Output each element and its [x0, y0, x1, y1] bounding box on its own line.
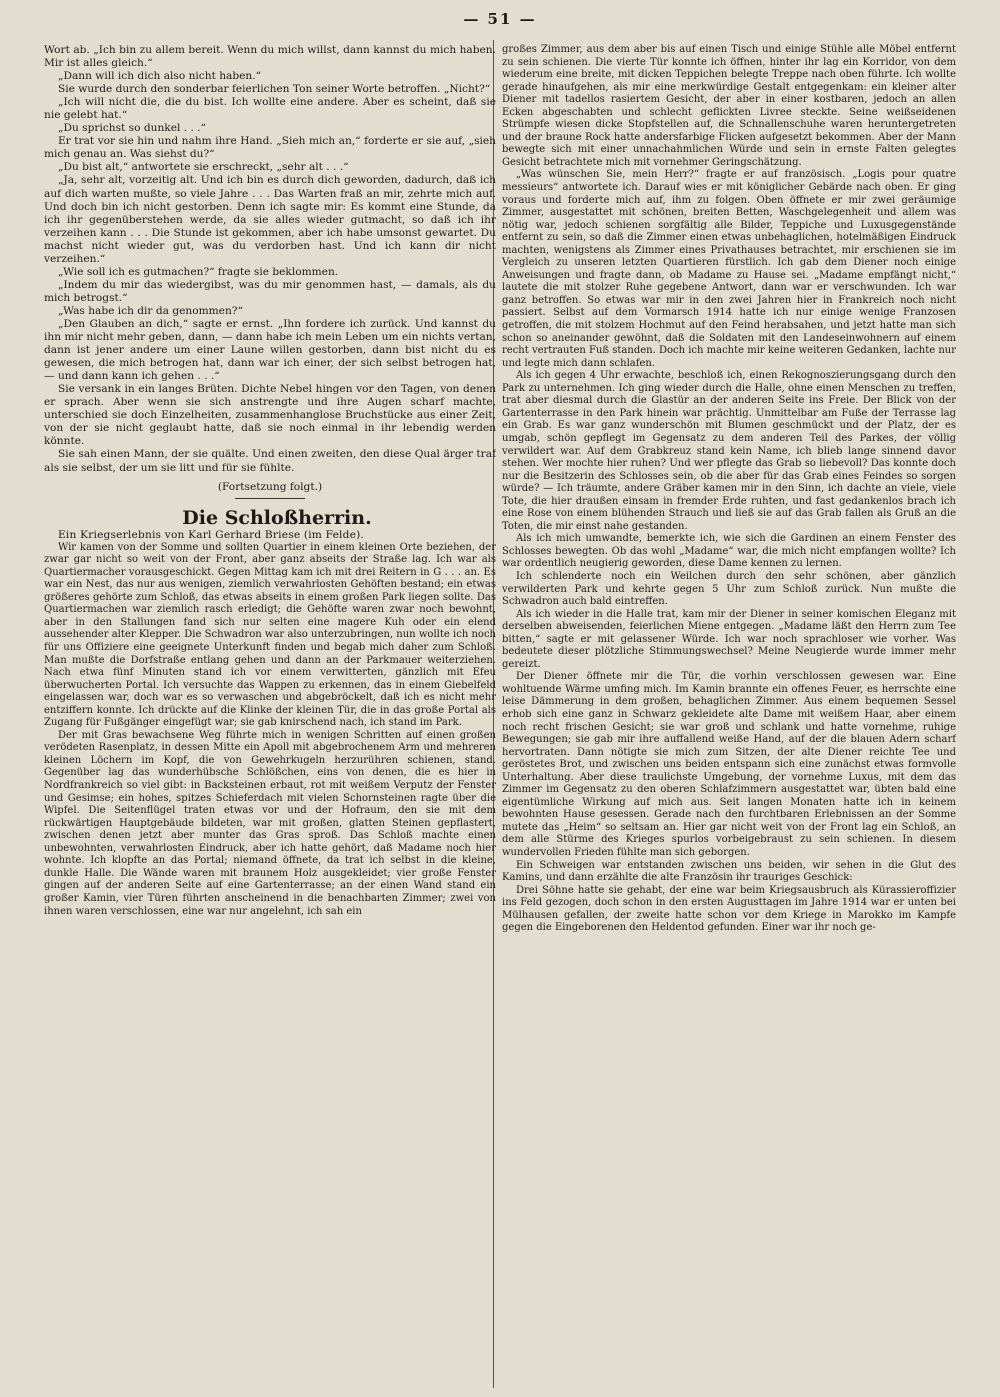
paragraph: Sie sah einen Mann, der sie quälte. Und einen zweiten, den diese Qual ärger traf als sie selbst, der um sie litt und für sie fühlte. [44, 448, 496, 474]
paragraph: Drei Söhne hatte sie gehabt, der eine war beim Kriegsausbruch als Kürassieroffizier ins Feld gezogen, doch schon in den ersten Augusttagen im Jahre 1914 war er unten bei Mülhausen gefallen, der zweite hatte schon vor dem Kriege in Marokko im Kampfe gegen die Eingeborenen den Heldentod gefunden. Einer war ihr noch ge- [502, 884, 956, 934]
left-column [44, 44, 496, 1389]
paragraph: „Wie soll ich es gutmachen?“ fragte sie beklommen. [58, 265, 339, 278]
paragraph: Er trat vor sie hin und nahm ihre Hand. „Sieh mich an,“ forderte er sie auf, „sieh mich genau an. Was siehst du?“ [44, 135, 496, 161]
paragraph: „Dann will ich dich also nicht haben.“ [58, 70, 261, 83]
paragraph: Wir kamen von der Somme und sollten Quartier in einem kleinen Orte beziehen, der zwar gar nicht so weit von der Front, aber ganz abseits der Straße lag. Ich war als Quartiermacher vorausgeschickt. Gegen Mittag kam ich mit drei Reitern in G . . . an. Es war ein Nest, das nur aus wenigen, ziemlich verwahrlosten Gehöften bestand; ein etwas größeres gehörte zum Schloß, das etwas abseits in einem großen Park liegen sollte. Das Quartiermachen war ziemlich rasch erledigt; die Gehöfte waren zwar noch bewohnt, aber in den Stallungen fand sich nur selten eine magere Kuh oder ein elend aussehender alter Klepper. Die Schwadron war also unterzubringen, nun wollte ich noch für uns Offiziere eine geeignete Unterkunft finden und begab mich daher zum Schloß. Man mußte die Dorfstraße entlang gehen und dann an der Parkmauer weiterziehen. Nach etwa fünf Minuten stand ich vor einem verwitterten, gänzlich mit Efeu überwucherten Portal. Ich versuchte das Wappen zu erkennen, das in einem Giebelfeld eingelassen war, doch war es so verwaschen und abgebröckelt, daß ich es nicht mehr entziffern konnte. Ich drückte auf die Klinke der kleinen Tür, die in das große Portal als Zugang für Fußgänger eingefügt war; sie gab knirschend nach, ich stand im Park. [44, 541, 496, 729]
paragraph: Der Diener öffnete mir die Tür, die vorhin verschlossen gewesen war. Eine wohltuende Wärme umfing mich. Im Kamin brannte ein offenes Feuer, es herrschte eine leise Dämmerung in dem großen, behaglichen Zimmer. Aus einem bequemen Sessel erhob sich eine ganz in Schwarz gekleidete alte Dame mit weißem Haar, aber einem noch recht frischen Gesicht; sie war groß und schlank und hatte vornehme, ruhige Bewegungen; sie gab mir ihre auffallend weiße Hand, auf der die blauen Adern scharf hervortraten. Dann nötigte sie mich zum Sitzen, der alte Diener reichte Tee und geröstetes Brot, und zwischen uns beiden entspann sich eine zunächst etwas formvolle Unterhaltung. Aber diese traulichste Umgebung, der vornehme Luxus, mit dem das Zimmer im Gegensatz zu den oberen Schlafzimmern ausgestattet war, übten bald eine eigentümliche Wirkung auf mich aus. Seit langen Monaten hatte ich in keinem bewohnten Hause gesessen. Gerade nach den furchtbaren Erlebnissen an der Somme mutete das „Heim“ so seltsam an. Hier gar nicht weit von der Front lag ein Schloß, an dem alle Stürme des Krieges spurlos vorbeigebraust zu sein schienen. In diesem wundervollen Frieden fühlte man sich geborgen. [502, 671, 956, 858]
story-byline: Ein Kriegserlebnis von Karl Gerhard Briese (im Felde). [58, 528, 364, 541]
paragraph: Als ich gegen 4 Uhr erwachte, beschloß ich, einen Rekognoszierungsgang durch den Park zu unternehmen. Ich ging wieder durch die Halle, ohne einen Menschen zu treffen, trat aber diesmal durch die Glastür an der anderen Seite ins Freie. Der Blick von der Gartenterrasse in den Park hinein war prächtig. Unmittelbar am Fuße der Terrasse lag ein Grab. Es war ganz wunderschön mit Blumen geschmückt und der Platz, der es umgab, schön gepflegt im Gegensatz zu dem anderen Teil des Parkes, der völlig verwildert war. Auf dem Grabkreuz stand kein Name, ich blieb lange sinnend davor stehen. Wer mochte hier ruhen? Und wer pflegte das Grab so liebevoll? Das konnte doch nur die Besitzerin des Schlosses sein, ob die aber für das Grab eines Feindes so sorgen würde? — Ich träumte, andere Gräber kamen mir in den Sinn, ich dachte an viele, viele Tote, die hier draußen einsam in fremder Erde ruhten, und fast gedankenlos brach ich eine Rose von einem blühenden Strauch und ließ sie auf das Grab fallen als Gruß an die Toten, die mir einst nahe gestanden. [502, 370, 956, 532]
right-column [502, 44, 956, 1389]
paragraph: Sie wurde durch den sonderbar feierlichen Ton seiner Worte betroffen. „Nicht?“ [58, 83, 491, 96]
serial-installment [44, 44, 496, 475]
page-number: — 51 — [463, 10, 537, 28]
story-title: Die Schloßherrin. [182, 506, 372, 529]
paragraph: „Ja, sehr alt, vorzeitig alt. Und ich bin es durch dich geworden, dadurch, daß ich auf dich warten mußte, so viele Jahre . . . Das Warten fraß an mir, zehrte mich auf. Und doch bin ich nicht gestorben. Denn ich sagte mir: Es kommt eine Stunde, da ich ihr gegenüberstehen werde, da sie alles wieder gutmacht, so daß ich ihr verzeihen kann . . . Die Stunde ist gekommen, aber ich habe umsonst gewartet. Du machst nicht wieder gut, was du verdorben hast. Und ich kann dir nicht verzeihen.“ [44, 174, 496, 265]
continuation-note: (Fortsetzung folgt.) [217, 480, 323, 493]
paragraph: „Ich will nicht die, die du bist. Ich wollte eine andere. Aber es scheint, daß sie nie gelebt hat.“ [44, 96, 496, 122]
paragraph: „Du sprichst so dunkel . . .“ [58, 122, 206, 135]
paragraph: Als ich wieder in die Halle trat, kam mir der Diener in seiner komischen Eleganz mit derselben abweisenden, feierlichen Miene entgegen. „Madame läßt den Herrn zum Tee bitten,“ sagte er mit gelassener Würde. Ich war noch sprachloser wie vorher. Was bedeutete dieser plötzliche Stimmungswechsel? Meine Neugierde wurde immer mehr gereizt. [502, 608, 956, 670]
story-body [44, 542, 496, 918]
paragraph: Der mit Gras bewachsene Weg führte mich in wenigen Schritten auf einen großen verödeten Rasenplatz, in dessen Mitte ein Apoll mit abgebrochenem Arm und mehreren kleinen Löchern im Kopf, die von Gewehrkugeln herzurühren schienen, stand. Gegenüber lag das wunderhübsche Schlößchen, eins von denen, die es hier in Nordfrankreich so viel gibt: in Backsteinen erbaut, rot mit weißem Verputz der Fenster und Gesimse; ein hohes, spitzes Schieferdach mit vielen Schornsteinen ragte über die Wipfel. Die Seitenflügel traten etwas vor und der Hofraum, den sie mit dem rückwärtigen Hauptgebäude bildeten, war mit großen, glatten Steinen gepflastert, zwischen denen jetzt aber munter das Gras sproß. Das Schloß machte einen unbewohnten, verwahrlosten Eindruck, aber ich hatte gehört, daß Madame noch hier wohnte. Ich klopfte an das Portal; niemand öffnete, da trat ich selbst in die kleine, dunkle Halle. Die Wände waren mit braunem Holz ausgekleidet; vier große Fenster gingen auf der anderen Seite auf eine Gartenterrasse; an der einen Wand stand ein großer Kamin, vier Türen führten anscheinend in die benachbarten Zimmer; zwei von ihnen waren verschlossen, eine war nur angelehnt, ich sah ein [44, 729, 496, 917]
paragraph: „Indem du mir das wiedergibst, was du mir genommen hast, — damals, als du mich betrogst.“ [44, 278, 496, 304]
paragraph: „Den Glauben an dich,“ sagte er ernst. „Ihn fordere ich zurück. Und kannst du ihn mir nicht mehr geben, dann, — dann habe ich mein Leben um ein nichts vertan, dann ist jener andere um einer Laune willen gestorben, dann bist nicht du es gewesen, die mich betrogen hat, dann war ich einer, der sich selbst betrogen hat, — und dann kann ich gehen . . .“ [44, 317, 496, 383]
paragraph: Ein Schweigen war entstanden zwischen uns beiden, wir sehen in die Glut des Kamins, und dann erzählte die alte Französin ihr trauriges Geschick: [502, 859, 956, 884]
paragraph: großes Zimmer, aus dem aber bis auf einen Tisch und einige Stühle alle Möbel entfernt zu sein schienen. Die vierte Tür konnte ich öffnen, hinter ihr lag ein Korridor, von dem wiederum eine breite, mit dicken Teppichen belegte Treppe nach oben führte. Ich wollte gerade hinaufgehen, als mir eine merkwürdige Gestalt entgegenkam: ein kleiner alter Diener mit tadellos rasiertem Gesicht, der aber in einer kostbaren, jedoch an allen Ecken abgeschabten und schlecht geflickten Livree steckte. Seine weißseidenen Strümpfe wiesen dicke Stopfstellen auf, die Schnallenschuhe waren heruntergetreten und der braune Rock hatte andersfarbige Flicken aufgesetzt bekommen. Aber der Mann bewegte sich mit einer unnachahmlichen Würde und sein in ernste Falten gelegtes Gesicht betrachtete mich mit vornehmer Geringschätzung. [502, 44, 956, 168]
paragraph: Ich schlenderte noch ein Weilchen durch den sehr schönen, aber gänzlich verwilderten Park und kehrte gegen 5 Uhr zum Schloß zurück. Nun mußte die Schwadron auch bald eintreffen. [502, 570, 956, 608]
paragraph: „Was habe ich dir da genommen?“ [58, 304, 243, 317]
paragraph: „Du bist alt,“ antwortete sie erschreckt, „sehr alt . . .“ [58, 161, 349, 174]
paragraph: Als ich mich umwandte, bemerkte ich, wie sich die Gardinen an einem Fenster des Schlosses bewegten. Ob das wohl „Madame“ war, die mich nicht empfangen wollte? Ich war ordentlich neugierig geworden, diese Dame kennen zu lernen. [502, 533, 956, 570]
paragraph: Sie versank in ein langes Brüten. Dichte Nebel hingen vor den Tagen, von denen er sprach. Aber wenn sie sich anstrengte und ihre Augen scharf machte, unterschied sie doch Einzelheiten, zusammenhanglose Bruchstücke aus einer Zeit, von der sie nicht geglaubt hatte, daß sie noch einmal in ihr lebendig werden könnte. [44, 383, 496, 448]
section-rule [235, 498, 305, 499]
paragraph: Wort ab. „Ich bin zu allem bereit. Wenn du mich willst, dann kannst du mich haben. Mir ist alles gleich.“ [44, 44, 496, 70]
paragraph: „Was wünschen Sie, mein Herr?“ fragte er auf französisch. „Logis pour quatre messieurs“ antwortete ich. Darauf wies er mit königlicher Gebärde nach oben. Er ging voraus und forderte mich auf, ihm zu folgen. Oben öffnete er mir zwei geräumige Zimmer, ausgestattet mit schönen, breiten Betten, Waschgelegenheit und allem was nötig war, jedoch schienen sorgfältig alle Bilder, Teppiche und Luxusgegenstände entfernt zu sein, so daß die Zimmer einen etwas unbehaglichen, hotelmäßigen Eindruck machten, wenigstens als Zimmer eines Privathauses betrachtet, mir erschienen sie im Vergleich zu unseren letzten Quartieren fürstlich. Ich gab dem Diener noch einige Anweisungen und fragte dann, ob Madame zu Hause sei. „Madame empfängt nicht,“ lautete die mit stolzer Ruhe gegebene Antwort, dann war er verschwunden. Ich war ganz betroffen. So etwas war mir in den zwei Jahren hier in Frankreich noch nicht passiert. Selbst auf dem Vormarsch 1914 hatte ich nur einige wenige Franzosen getroffen, die mit stolzem Hochmut auf den Feind herabsahen, und jetzt hatte man sich schon so aneinander gewöhnt, daß die Soldaten mit den Landeseinwohnern auf einem recht vertrauten Fuß standen. Doch ich machte mir keine weiteren Gedanken, lachte nur und legte mich dann schlafen. [502, 169, 956, 369]
